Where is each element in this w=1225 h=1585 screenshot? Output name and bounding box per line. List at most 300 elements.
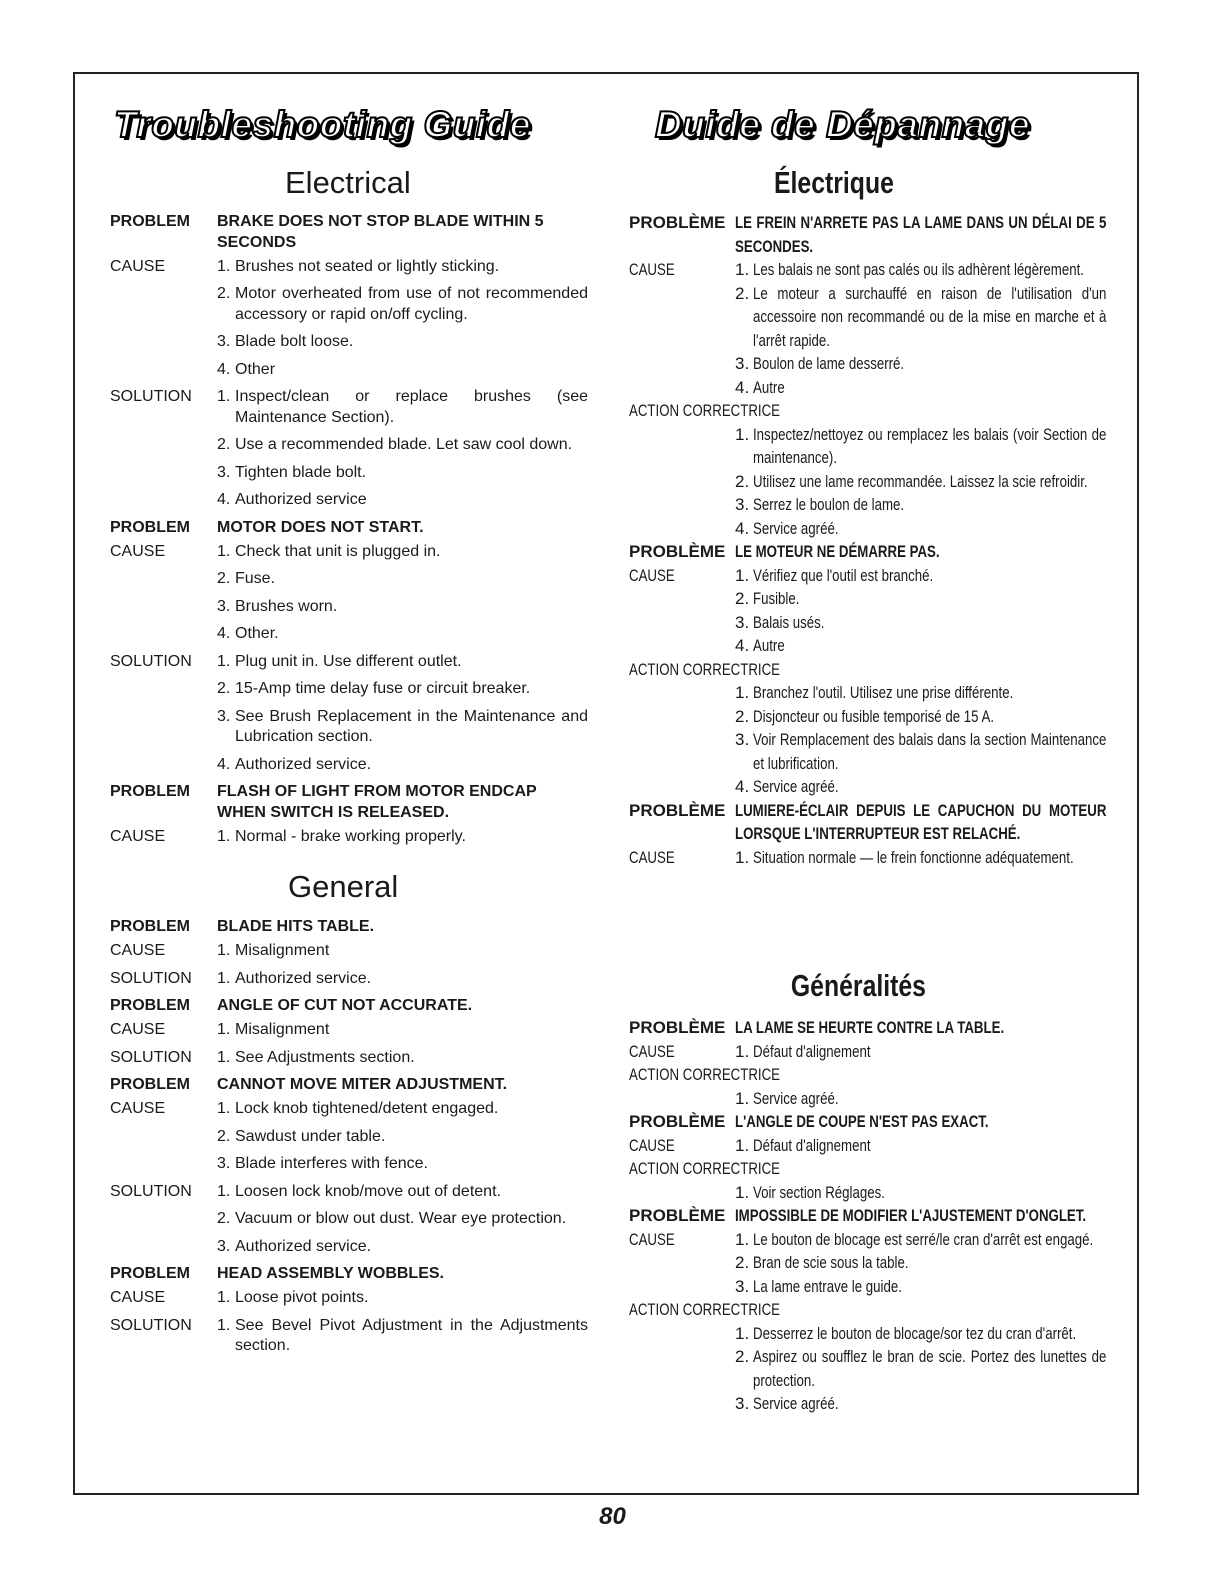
row-label: [629, 611, 735, 635]
item-text: Blade interferes with fence.: [235, 1155, 428, 1172]
item-number: 1.: [217, 1100, 231, 1117]
problem-label: PROBLEM: [110, 213, 190, 230]
cause-row: [110, 1127, 588, 1151]
items-cell: [735, 587, 1107, 611]
list-item: [735, 376, 1107, 400]
item-number: 3.: [217, 707, 231, 725]
row-label: [629, 587, 735, 611]
item-number: 3.: [735, 495, 750, 514]
row-label: [110, 1127, 217, 1151]
cause-row: [110, 827, 588, 851]
items-cell: [217, 1182, 588, 1206]
item-text: [753, 376, 1107, 400]
item-text: [753, 705, 1107, 729]
problem-text: FLASH OF LIGHT FROM MOTOR ENDCAP WHEN SWITCH IS RELEASED.: [217, 783, 537, 821]
item-text: [753, 1251, 1107, 1275]
row-label: [110, 435, 217, 459]
electrical-troubleshooting-en: [110, 212, 588, 851]
problem-row: [629, 540, 1107, 564]
problem-text: BLADE HITS TABLE.: [217, 918, 375, 935]
item-text: [753, 1087, 1107, 1111]
item-text: Vacuum or blow out dust. Wear eye protection.: [235, 1210, 567, 1227]
list-item: [217, 257, 588, 278]
row-label: CAUSE: [110, 1289, 166, 1306]
row-label: [110, 755, 217, 779]
problem-text-inner: IMPOSSIBLE DE MODIFIER L'AJUSTEMENT D'ONGLET.: [735, 1206, 1087, 1225]
item-number: 1.: [217, 542, 231, 560]
problem-row: [110, 212, 588, 253]
row-label: [629, 1275, 735, 1299]
item-number: 1.: [735, 1182, 750, 1202]
item-text: [753, 846, 1107, 870]
cause-row: [629, 282, 1107, 353]
section-title-general-en: General: [288, 869, 399, 904]
item-text-inner: Utilisez une lame recommandée. Laissez la scie refroidir.: [753, 471, 1088, 491]
item-text: Authorized service.: [235, 755, 372, 773]
cause-row: [110, 1099, 588, 1123]
problem-label: PROBLEM: [110, 997, 190, 1014]
cause-row: [110, 1288, 588, 1312]
problem-row: [110, 782, 588, 823]
item-number: 1.: [735, 1323, 750, 1343]
problem-text: [735, 1204, 1107, 1228]
item-text: [753, 1392, 1107, 1416]
row-label: [629, 1040, 735, 1064]
item-text: [753, 611, 1107, 635]
item-number: 3.: [217, 597, 231, 615]
cause-row: [110, 1316, 588, 1361]
row-label: [629, 1251, 735, 1275]
item-number: 1.: [217, 969, 231, 987]
problem-label: PROBLÈME: [629, 213, 726, 232]
item-text: Tighten blade bolt.: [235, 463, 367, 481]
items-cell: [217, 624, 588, 648]
row-label: [629, 1134, 735, 1158]
item-text: Authorized service: [235, 491, 367, 508]
row-label: ACTION CORRECTRICE: [629, 659, 781, 679]
item-text: Brushes not seated or lightly sticking.: [235, 257, 500, 275]
row-label: SOLUTION: [110, 1316, 192, 1334]
items-cell: [217, 257, 588, 281]
item-text: [753, 775, 1107, 799]
items-cell: [217, 1316, 588, 1361]
cause-row: [110, 597, 588, 621]
section-title-electrical-en: Electrical: [285, 165, 411, 200]
item-text: [753, 493, 1107, 517]
cause-row: [629, 1040, 1107, 1064]
guide-title-en: Troubleshooting Guide: [114, 104, 531, 145]
list-item: [217, 435, 588, 456]
cause-row: [629, 1275, 1107, 1299]
problem-label: PROBLÈME: [629, 1018, 726, 1037]
list-item: [217, 1182, 588, 1203]
list-item: [735, 352, 1107, 376]
cause-row: [110, 1020, 588, 1044]
item-text: [753, 634, 1107, 658]
problem-text-inner: LUMIERE-ÉCLAIR DEPUIS LE CAPUCHON DU MOTEUR LORSQUE L'INTERRUPTEUR EST RELACHÉ.: [735, 800, 1107, 843]
items-cell: [217, 1288, 588, 1312]
item-number: 3.: [735, 1394, 750, 1413]
problem-row: [110, 996, 588, 1017]
item-text-inner: Disjoncteur ou fusible temporisé de 15 A.: [753, 706, 995, 726]
list-item: [217, 387, 588, 428]
item-text: [753, 1228, 1107, 1252]
items-list: [629, 1322, 1107, 1416]
item-text-inner: Service agréé.: [753, 518, 839, 538]
cause-row: [629, 611, 1107, 635]
problem-row: [629, 1204, 1107, 1228]
items-cell: [735, 846, 1107, 870]
cause-row: [110, 257, 588, 281]
row-label-inner: CAUSE: [629, 1229, 675, 1249]
row-label: SOLUTION: [110, 1048, 192, 1066]
list-item: [735, 775, 1107, 799]
item-text-inner: Défaut d'alignement: [753, 1135, 871, 1155]
item-number: 4.: [217, 625, 231, 642]
item-number: 1.: [735, 847, 750, 867]
row-label-inner: CAUSE: [629, 1041, 675, 1061]
row-label: [110, 332, 217, 356]
items-list: [629, 423, 1107, 541]
cause-row: [110, 679, 588, 703]
list-item: [735, 423, 1107, 470]
list-item: [735, 587, 1107, 611]
problem-row: [110, 518, 588, 539]
problem-text: [735, 540, 1107, 564]
item-text-inner: Service agréé.: [753, 1394, 839, 1413]
item-number: 2.: [735, 706, 750, 726]
problem-text-inner: LE MOTEUR NE DÉMARRE PAS.: [735, 542, 940, 561]
items-cell: [217, 1020, 588, 1044]
item-text-inner: Voir section Réglages.: [753, 1182, 885, 1202]
item-number: 1.: [217, 942, 231, 959]
item-text-inner: Autre: [753, 377, 785, 397]
item-text: [753, 423, 1107, 470]
item-number: 2.: [217, 436, 231, 453]
items-cell: [217, 1099, 588, 1123]
cause-row: [110, 569, 588, 593]
item-number: 2.: [735, 1347, 750, 1366]
item-text: Sawdust under table.: [235, 1127, 386, 1145]
item-number: 2.: [735, 471, 750, 491]
general-troubleshooting-en: [110, 917, 588, 1360]
item-number: 2.: [217, 680, 231, 697]
item-text: Lock knob tightened/detent engaged.: [235, 1100, 499, 1117]
item-text-inner: Vérifiez que l'outil est branché.: [753, 565, 934, 585]
cause-row: [629, 1228, 1107, 1252]
item-text-inner: Serrez le boulon de lame.: [753, 495, 905, 514]
items-cell: [217, 360, 588, 384]
row-label: CAUSE: [110, 827, 166, 845]
general-troubleshooting-fr: [629, 1016, 1107, 1416]
list-item: [217, 755, 588, 776]
row-label: [629, 564, 735, 588]
cause-row: [110, 284, 588, 329]
cause-row: [629, 846, 1107, 870]
item-text: Fuse.: [235, 570, 276, 587]
items-cell: [217, 284, 588, 329]
item-text-inner: Le moteur a surchauffé en raison de l'utilisation d'un accessoire non recommandé ou de la mise en marche et à l'arrêt rapide.: [753, 283, 1107, 350]
problem-label: PROBLÈME: [629, 800, 726, 820]
item-text: [753, 1040, 1107, 1064]
section-title-general-fr: Généralités: [790, 968, 926, 1003]
items-cell: [735, 258, 1107, 282]
items-cell: [217, 597, 588, 621]
cause-row: [629, 587, 1107, 611]
row-label-inner: CAUSE: [629, 260, 675, 279]
list-item: [735, 258, 1107, 282]
row-label-inner: CAUSE: [629, 1135, 675, 1155]
item-number: 1.: [735, 683, 750, 702]
items-cell: [735, 1040, 1107, 1064]
items-cell: [217, 387, 588, 432]
row-label: [110, 679, 217, 703]
item-text: Brushes worn.: [235, 597, 338, 615]
items-list: [629, 1087, 1107, 1111]
item-number: 3.: [217, 1155, 231, 1172]
item-number: 2.: [735, 1253, 750, 1272]
item-number: 2.: [735, 283, 750, 303]
items-cell: [217, 435, 588, 459]
list-item: [735, 611, 1107, 635]
list-item: [735, 517, 1107, 541]
items-cell: [217, 1048, 588, 1072]
action-label-row: [629, 399, 1107, 423]
item-text: [753, 681, 1107, 705]
item-number: 1.: [735, 1041, 750, 1061]
item-number: 1.: [735, 1088, 750, 1108]
item-number: 2.: [217, 1127, 231, 1145]
items-cell: [735, 1275, 1107, 1299]
item-number: 1.: [217, 1289, 231, 1306]
row-label: SOLUTION: [110, 652, 192, 670]
item-text: [753, 1181, 1107, 1205]
action-label-row: [629, 1298, 1107, 1322]
list-item: [217, 360, 588, 381]
row-label-inner: CAUSE: [629, 565, 675, 585]
item-number: 3.: [217, 1237, 231, 1255]
list-item: [217, 1020, 588, 1041]
list-item: [217, 1154, 588, 1175]
problem-text: MOTOR DOES NOT START.: [217, 518, 424, 536]
problem-text: [735, 799, 1107, 846]
item-text: Loosen lock knob/move out of detent.: [235, 1182, 501, 1200]
items-cell: [735, 564, 1107, 588]
item-number: 4.: [735, 377, 750, 397]
item-text: [753, 470, 1107, 494]
list-item: [735, 705, 1107, 729]
list-item: [735, 1345, 1107, 1392]
row-label: [629, 258, 735, 282]
list-item: [217, 569, 588, 590]
item-number: 1.: [217, 827, 231, 845]
items-cell: [217, 707, 588, 752]
problem-row: [629, 799, 1107, 846]
list-item: [217, 1316, 588, 1357]
item-text: Normal - brake working properly.: [235, 827, 466, 845]
item-number: 4.: [217, 755, 231, 773]
item-text: See Bevel Pivot Adjustment in the Adjustments section.: [235, 1316, 588, 1354]
item-number: 4.: [217, 360, 231, 378]
list-item: [217, 332, 588, 353]
item-text: See Adjustments section.: [235, 1048, 415, 1066]
problem-row: [110, 917, 588, 938]
guide-title-fr: Duide de Dépannage: [655, 104, 1030, 145]
items-cell: [217, 679, 588, 703]
item-text: [753, 258, 1107, 282]
list-item: [217, 827, 588, 848]
item-number: 1.: [217, 1048, 231, 1066]
problem-label: PROBLEM: [110, 783, 190, 800]
list-item: [217, 1127, 588, 1148]
list-item: [217, 463, 588, 484]
cause-row: [110, 969, 588, 993]
item-text: [753, 517, 1107, 541]
items-cell: [217, 969, 588, 993]
item-text-inner: Voir Remplacement des balais dans la section Maintenance et lubrification.: [753, 730, 1107, 773]
row-label: [110, 360, 217, 384]
list-item: [217, 652, 588, 673]
items-cell: [217, 941, 588, 965]
cause-row: [110, 941, 588, 965]
row-label: [110, 1237, 217, 1261]
items-cell: [735, 1134, 1107, 1158]
list-item: [735, 282, 1107, 353]
row-label: [629, 282, 735, 353]
item-number: 2.: [735, 589, 750, 608]
items-cell: [735, 376, 1107, 400]
row-label: [629, 376, 735, 400]
item-text-inner: Aspirez ou soufflez le bran de scie. Portez des lunettes de protection.: [753, 1347, 1107, 1390]
row-label: [629, 1228, 735, 1252]
item-text: Use a recommended blade. Let saw cool down.: [235, 436, 573, 453]
items-cell: [735, 352, 1107, 376]
item-text-inner: Situation normale — le frein fonctionne adéquatement.: [753, 847, 1074, 867]
item-text: Motor overheated from use of not recommended accessory or rapid on/off cycling.: [235, 285, 588, 323]
items-cell: [217, 1127, 588, 1151]
item-text: [753, 282, 1107, 353]
list-item: [217, 542, 588, 563]
item-number: 2.: [217, 285, 231, 302]
item-number: 2.: [217, 570, 231, 587]
items-cell: [217, 569, 588, 593]
items-cell: [217, 490, 588, 514]
item-text: [753, 352, 1107, 376]
row-label: [110, 1209, 217, 1233]
cause-row: [110, 360, 588, 384]
list-item: [735, 564, 1107, 588]
cause-row: [110, 1237, 588, 1261]
item-number: 2.: [217, 1210, 231, 1227]
list-item: [217, 1209, 588, 1230]
list-item: [217, 1288, 588, 1309]
item-text-inner: Les balais ne sont pas calés ou ils adhèrent légèrement.: [753, 260, 1084, 279]
row-label: ACTION CORRECTRICE: [629, 401, 781, 420]
cause-row: [629, 634, 1107, 658]
problem-label: PROBLÈME: [629, 1112, 726, 1131]
cause-row: [110, 624, 588, 648]
item-number: 1.: [217, 388, 231, 405]
list-item: [217, 679, 588, 700]
row-label: CAUSE: [110, 1021, 166, 1038]
items-cell: [217, 463, 588, 487]
item-text: Loose pivot points.: [235, 1289, 369, 1306]
item-text: Blade bolt loose.: [235, 333, 354, 350]
row-label: CAUSE: [110, 257, 166, 275]
items-cell: [217, 332, 588, 356]
item-text-inner: La lame entrave le guide.: [753, 1276, 902, 1296]
items-cell: [735, 611, 1107, 635]
list-item: [735, 634, 1107, 658]
item-text: Misalignment: [235, 942, 330, 959]
item-text: Authorized service.: [235, 969, 372, 987]
problem-label: PROBLEM: [110, 1076, 190, 1093]
cause-row: [110, 387, 588, 432]
item-text-inner: Fusible.: [753, 589, 800, 608]
row-label: ACTION CORRECTRICE: [629, 1065, 781, 1084]
item-number: 1.: [735, 260, 750, 279]
row-label: [110, 569, 217, 593]
list-item: [735, 1134, 1107, 1158]
action-label-row: [629, 1063, 1107, 1087]
item-number: 1.: [735, 424, 750, 444]
items-cell: [217, 1209, 588, 1233]
item-text: [753, 1275, 1107, 1299]
problem-label: PROBLEM: [110, 518, 190, 536]
row-label: ACTION CORRECTRICE: [629, 1300, 781, 1319]
item-number: 4.: [217, 491, 231, 508]
cause-row: [110, 1048, 588, 1072]
cause-row: [110, 1154, 588, 1178]
list-item: [217, 624, 588, 645]
row-label: [110, 707, 217, 752]
items-cell: [735, 282, 1107, 353]
row-label: [110, 284, 217, 329]
cause-row: [629, 564, 1107, 588]
list-item: [217, 941, 588, 962]
items-cell: [735, 1251, 1107, 1275]
item-text: Authorized service.: [235, 1237, 372, 1255]
list-item: [735, 1228, 1107, 1252]
item-number: 3.: [217, 333, 231, 350]
item-text: [753, 1345, 1107, 1392]
item-text: [753, 1134, 1107, 1158]
list-item: [735, 1087, 1107, 1111]
items-cell: [217, 827, 588, 851]
cause-row: [629, 1134, 1107, 1158]
list-item: [217, 1048, 588, 1069]
page-number: 80: [599, 1503, 626, 1530]
row-label: SOLUTION: [110, 969, 192, 987]
items-list: [629, 681, 1107, 799]
list-item: [217, 969, 588, 990]
item-text: See Brush Replacement in the Maintenance and Lubrication section.: [235, 707, 588, 745]
action-label-row: [629, 658, 1107, 682]
section-title-electrical-fr: Électrique: [773, 165, 894, 200]
row-label: SOLUTION: [110, 1182, 192, 1200]
item-text: Other.: [235, 625, 279, 642]
item-text: Plug unit in. Use different outlet.: [235, 652, 462, 670]
item-text: Check that unit is plugged in.: [235, 542, 441, 560]
problem-row: [110, 1075, 588, 1096]
items-cell: [217, 542, 588, 566]
row-label: CAUSE: [110, 542, 166, 560]
cause-row: [110, 332, 588, 356]
problem-label: PROBLEM: [110, 1265, 190, 1282]
items-cell: [217, 1154, 588, 1178]
item-text: [753, 1322, 1107, 1346]
cause-row: [629, 258, 1107, 282]
